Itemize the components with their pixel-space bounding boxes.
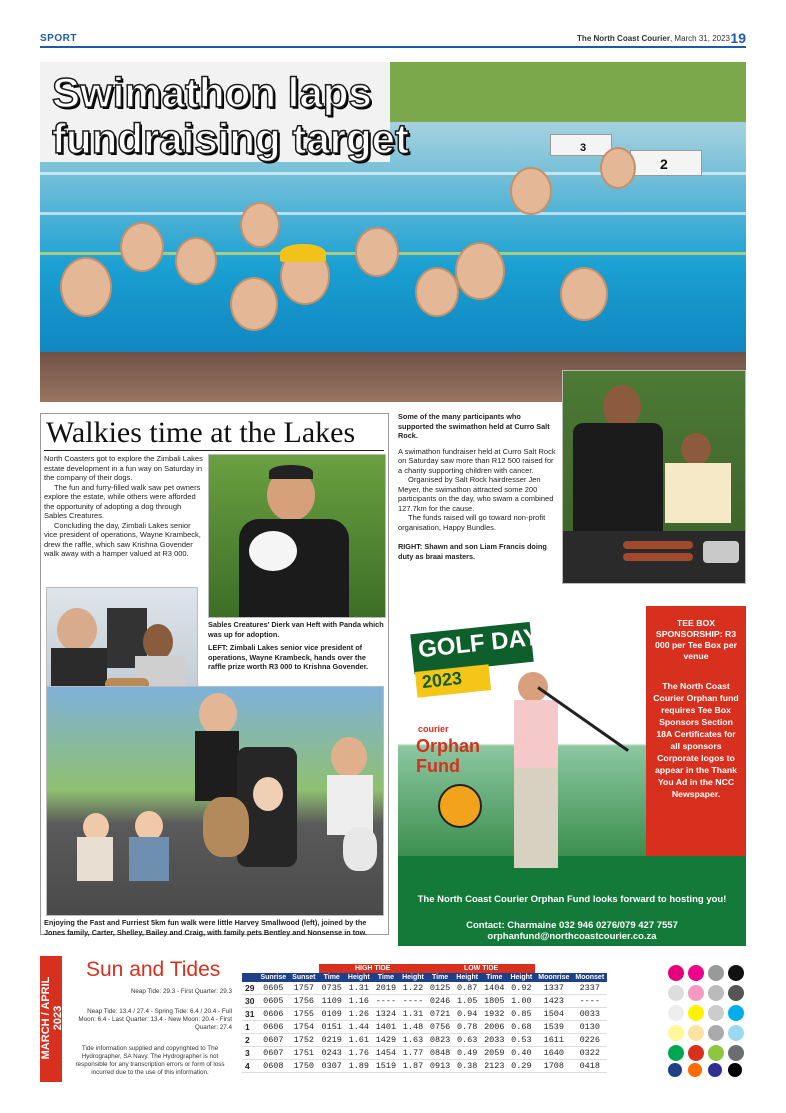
tide-cell: 0.49 (453, 1047, 481, 1060)
tides-phases: Neap Tide: 13.4 / 27.4 - Spring Tide: 6.4 / 20.4 - Full Moon: 6.4 - Last Quarter: 13.4 - New Moon: 20.4 - First Quarter: 27.4 (78, 1008, 232, 1031)
tide-row (242, 995, 607, 1008)
tides-month-label: MARCH / APRIL 2023 (40, 976, 64, 1060)
tide-cell: 0130 (572, 1021, 607, 1034)
tide-cell: 1.87 (399, 1060, 427, 1073)
tide-row (242, 1060, 607, 1073)
tide-cell: 0606 (257, 1021, 289, 1034)
walkies-paragraph-3: Concluding the day, Zimbali Lakes senior vice president of operations, Wayne Krambeck, drew the raffle, which saw Krishna Govender walk away with a hamper valued at R3 000. (44, 520, 201, 558)
tide-cell: 0608 (257, 1060, 289, 1073)
dog-adoption-caption (208, 620, 384, 672)
tide-cell: 1337 (535, 982, 572, 995)
page-number: 19 (730, 30, 746, 46)
tide-cell: ---- (399, 995, 427, 1008)
tide-cell: 1755 (289, 1008, 318, 1021)
tide-cell: 1.63 (399, 1034, 427, 1047)
tide-cell: 2 (242, 1034, 257, 1047)
tide-cell: 1611 (535, 1034, 572, 1047)
col-high-time-2: Time (373, 973, 399, 982)
tide-cell: 1751 (289, 1047, 318, 1060)
swimathon-body (398, 447, 558, 533)
tide-cell: 1109 (319, 995, 345, 1008)
tide-cell: 1.00 (507, 995, 535, 1008)
tide-cell: 0913 (427, 1060, 453, 1073)
col-high-height-2: Height (399, 973, 427, 982)
golf-day-year: 2023 (421, 667, 463, 693)
col-low-time-2: Time (481, 973, 507, 982)
tide-cell: 1519 (373, 1060, 399, 1073)
tide-cell: 1.61 (345, 1034, 373, 1047)
swimathon-paragraph-2: Organised by Salt Rock hairdresser Jen Meyer, the swimathon attracted some 200 participants on the day, who swam a combined 127.7km for the cause. (398, 475, 554, 513)
section-label: SPORT (40, 33, 77, 44)
tide-cell: 1.31 (345, 982, 373, 995)
publication-name: The North Coast Courier (577, 34, 670, 43)
golf-ad-email: orphanfund@northcoastcourier.co.za (487, 931, 657, 942)
tide-cell: 1757 (289, 982, 318, 995)
tide-cell: 1754 (289, 1021, 318, 1034)
tide-cell: 1401 (373, 1021, 399, 1034)
tee-box-panel (646, 606, 746, 856)
tide-cell: 0226 (572, 1034, 607, 1047)
tide-cell: 1504 (535, 1008, 572, 1021)
tide-cell: 1750 (289, 1060, 318, 1073)
tee-box-heading: TEE BOX SPONSORSHIP: R3 000 per Tee Box per venue (655, 618, 737, 661)
golf-day-advert (398, 606, 746, 946)
col-moonrise: Moonrise (535, 973, 572, 982)
tide-cell: 1324 (373, 1008, 399, 1021)
tide-cell: 0848 (427, 1047, 453, 1060)
walkies-paragraph-2: The fun and furry-filled walk saw pet owners explore the estate, while others were afforded the opportunity of adopting a dog through Sables Creatures. (44, 482, 201, 520)
tide-cell: 0243 (319, 1047, 345, 1060)
col-sunset: Sunset (289, 973, 318, 982)
swimathon-photo-caption: Some of the many participants who supported the swimathon held at Curro Salt Rock. (398, 412, 550, 440)
low-tide-heading: LOW TIDE (427, 964, 535, 973)
tide-cell: 30 (242, 995, 257, 1008)
tides-disclaimer: Tide information supplied and copyrighted to The Hydrographer, SA Navy. The Hydrographer is not responsible for any transcription errors or form of loss incurred due to the use of this information. (75, 1045, 225, 1076)
tide-cell: 1429 (373, 1034, 399, 1047)
tide-cell: 1454 (373, 1047, 399, 1060)
tide-cell: 0307 (319, 1060, 345, 1073)
tides-neap: Neap Tide: 29.3 - First Quarter: 29.3 (130, 988, 232, 995)
tide-cell: 1756 (289, 995, 318, 1008)
walkies-headline: Walkies time at the Lakes (46, 416, 356, 449)
tide-row (242, 982, 607, 995)
col-moonset: Moonset (572, 973, 607, 982)
header-rule (40, 46, 746, 48)
tide-cell: 1.89 (345, 1060, 373, 1073)
walkies-rule (44, 450, 384, 451)
tide-cell: 1.44 (345, 1021, 373, 1034)
tide-cell: 0246 (427, 995, 453, 1008)
tide-cell: 0125 (427, 982, 453, 995)
walkies-paragraph-1: North Coasters got to explore the Zimbali Lakes estate development in a fun way on Saturday in the company of their dogs. (44, 454, 203, 482)
tide-cell: ---- (373, 995, 399, 1008)
tide-cell: 1.22 (399, 982, 427, 995)
tide-cell: 1 (242, 1021, 257, 1034)
tides-title: Sun and Tides (86, 958, 221, 981)
tide-cell: 1539 (535, 1021, 572, 1034)
tide-cell: 1752 (289, 1034, 318, 1047)
publication-date: March 31, 2023 (674, 34, 730, 43)
tide-cell: 0.94 (453, 1008, 481, 1021)
tide-cell: 1708 (535, 1060, 572, 1073)
tide-cell: 0823 (427, 1034, 453, 1047)
col-high-height-1: Height (345, 973, 373, 982)
tide-cell: 1932 (481, 1008, 507, 1021)
tide-cell: 1.05 (453, 995, 481, 1008)
tide-cell: 0607 (257, 1047, 289, 1060)
golf-day-title: GOLF DAY (416, 623, 541, 664)
tide-cell: 0607 (257, 1034, 289, 1047)
lane-number-3: 3 (580, 142, 587, 154)
swimathon-column (398, 412, 558, 561)
tide-cell: 3 (242, 1047, 257, 1060)
tide-cell: 2123 (481, 1060, 507, 1073)
publication-line: The North Coast Courier, March 31, 2023 (577, 34, 730, 43)
tide-cell: 0.78 (453, 1021, 481, 1034)
tide-cell: 0.38 (453, 1060, 481, 1073)
tide-cell: 1.76 (345, 1047, 373, 1060)
dog-adoption-photo (208, 454, 386, 618)
walkies-body (44, 454, 204, 559)
orphan-fund-brand-small: courier (418, 724, 449, 734)
right-caption-text: Shawn and son Liam Francis doing duty as braai masters. (398, 542, 547, 561)
tide-cell: 0.87 (453, 982, 481, 995)
col-high-time-1: Time (319, 973, 345, 982)
tide-cell: 0.53 (507, 1034, 535, 1047)
tide-cell: 31 (242, 1008, 257, 1021)
orphan-fund-logo: Orphan Fund (416, 736, 481, 776)
tide-cell: 0721 (427, 1008, 453, 1021)
lane-number-2: 2 (660, 156, 668, 172)
tide-cell: 0756 (427, 1021, 453, 1034)
dog-caption-text: Sables Creatures' Dierk van Heft with Panda which was up for adoption. (208, 620, 384, 639)
tide-cell: 0151 (319, 1021, 345, 1034)
tide-cell: 2337 (572, 982, 607, 995)
tide-cell: 1805 (481, 995, 507, 1008)
tide-cell: 1.16 (345, 995, 373, 1008)
braai-masters-photo (562, 370, 746, 584)
tide-cell: 0418 (572, 1060, 607, 1073)
tide-cell: 0033 (572, 1008, 607, 1021)
tide-cell: 1404 (481, 982, 507, 995)
swimathon-paragraph-3: The funds raised will go toward non-profit organisation, Happy Bundles. (398, 513, 546, 532)
tide-cell: 1423 (535, 995, 572, 1008)
tide-cell: 0606 (257, 1008, 289, 1021)
high-tide-heading: HIGH TIDE (319, 964, 427, 973)
tide-cell: 0605 (257, 995, 289, 1008)
col-day (242, 973, 257, 982)
family-walk-caption: Enjoying the Fast and Furriest 5km fun walk were little Harvey Smallwood (left), joined by the Jones family, Carter, Shelley, Bailey and Craig, with family pets Bentley and Nonsense in tow. (44, 918, 368, 937)
left-caption-label: LEFT: (208, 643, 228, 652)
tide-cell: 2019 (373, 982, 399, 995)
tides-header-row (242, 973, 607, 982)
col-low-height-1: Height (453, 973, 481, 982)
tide-cell: ---- (572, 995, 607, 1008)
tide-cell: 0605 (257, 982, 289, 995)
tide-cell: 2033 (481, 1034, 507, 1047)
tide-cell: 0.85 (507, 1008, 535, 1021)
tide-cell: 0109 (319, 1008, 345, 1021)
tide-cell: 1.77 (399, 1047, 427, 1060)
tide-cell: 0.40 (507, 1047, 535, 1060)
tides-table (242, 964, 607, 1073)
tide-cell: 1.31 (399, 1008, 427, 1021)
tide-cell: 4 (242, 1060, 257, 1073)
family-walk-photo (46, 686, 384, 916)
tide-cell: 2059 (481, 1047, 507, 1060)
tide-row (242, 1008, 607, 1021)
tide-cell: 0219 (319, 1034, 345, 1047)
tide-row (242, 1034, 607, 1047)
tide-row (242, 1047, 607, 1060)
golf-ad-contact: Contact: Charmaine 032 946 0276/079 427 7557 (466, 920, 678, 931)
tide-cell: 1640 (535, 1047, 572, 1060)
tide-cell: 0322 (572, 1047, 607, 1060)
col-low-time-1: Time (427, 973, 453, 982)
tides-side-label (40, 956, 62, 1082)
tide-cell: 1.48 (399, 1021, 427, 1034)
tide-cell: 1.26 (345, 1008, 373, 1021)
color-registration-swatches (668, 965, 748, 1077)
tide-cell: 2006 (481, 1021, 507, 1034)
swimathon-paragraph-1: A swimathon fundraiser held at Curro Salt Rock on Saturday saw more than R12 500 raised for a charity supporting children with cancer. (398, 446, 556, 475)
tide-cell: 0.92 (507, 982, 535, 995)
tee-box-details: The North Coast Courier Orphan fund requires Tee Box Sponsors Section 18A Certificates for all sponsors Corporate logos to appear in the Thank You Ad in the NCC Newspaper. (653, 681, 739, 799)
tide-cell: 0735 (319, 982, 345, 995)
golf-ad-footer-line: The North Coast Courier Orphan Fund looks forward to hosting you! (417, 894, 727, 905)
tide-row (242, 1021, 607, 1034)
right-caption-label: RIGHT: (398, 542, 423, 551)
tide-cell: 0.68 (507, 1021, 535, 1034)
col-low-height-2: Height (507, 973, 535, 982)
tide-cell: 0.29 (507, 1060, 535, 1073)
hero-headline: Swimathon laps fundraising target (52, 69, 410, 162)
left-caption-text: Zimbali Lakes senior vice president of operations, Wayne Krambeck, hands over the raffle prize worth R3 000 to Krishna Govender. (208, 643, 369, 671)
tide-cell: 0.63 (453, 1034, 481, 1047)
tide-cell: 29 (242, 982, 257, 995)
col-sunrise: Sunrise (257, 973, 289, 982)
